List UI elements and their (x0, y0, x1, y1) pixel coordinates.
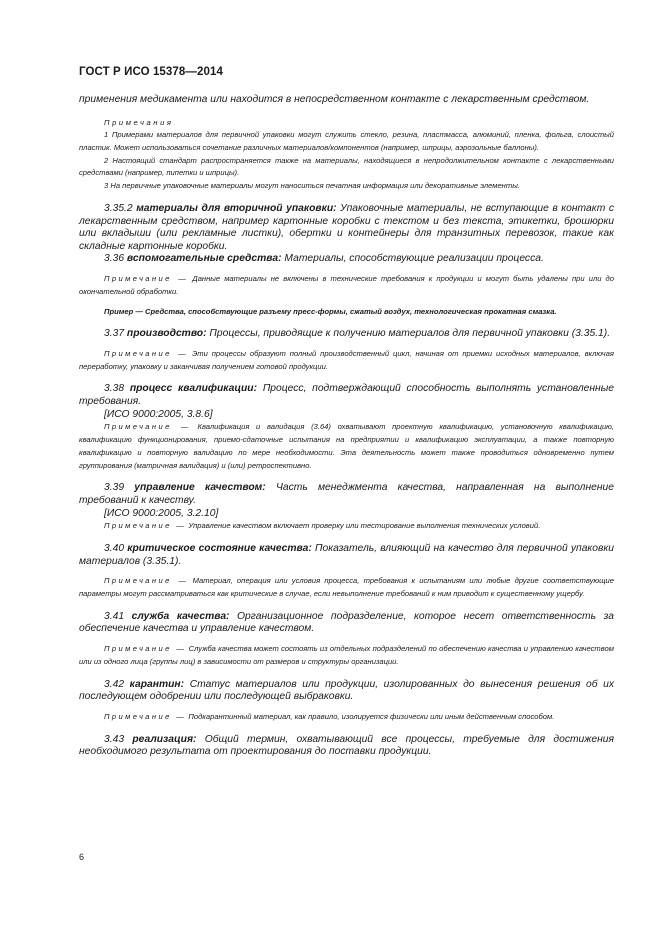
running-header: ГОСТ Р ИСО 15378—2014 (79, 66, 224, 78)
continued-definition: применения медикамента или находится в непосредственном контакте с лекарственным средством. (79, 94, 590, 105)
note-3-39: Примечание — Управление качеством включает проверку или тестирование выполнения технических условий. (104, 521, 541, 531)
term-3-39: 3.39 управление качеством: Часть менеджмента качества, направленная на выполнение требований к качеству. (79, 482, 614, 506)
term-name: критическое состояние качества: (127, 542, 312, 554)
example-3-36: Пример — Средства, способствующие разъему пресс-формы, сжатый воздух, технологическая прокатная смазка. (104, 306, 557, 316)
reference-3-39: [ИСО 9000:2005, 3.2.10] (104, 507, 219, 519)
note-1: 1 Примерами материалов для первичной упаковки могут служить стекло, резина, пластмасса, алюминий, пленка, фольга, слоистый пластик. Может использоваться сочетание различных материалов/компонентов (например, шприцы, аэрозольные баллоны). (79, 130, 614, 152)
note-3-36: Примечание — Данные материалы не включены в технические требования к продукции и могут быть удалены при или до окончательной обработки. (79, 274, 614, 296)
note-2: 2 Настоящий стандарт распространяется также на материалы, находящиеся в непродолжительном контакте с лекарственными средствами (например, пипетки и шприцы). (79, 155, 614, 178)
note-3: 3 На первичные упаковочные материалы могут наноситься печатная информация или декоративные элементы. (104, 181, 520, 191)
note-3-40: Примечание — Материал, операция или условия процесса, требования к испытаниям или любые другие соответствующие параметры могут рассматриваться как критические в случае, если невыполнение требований к ним приводит к существенному ущербу. (79, 576, 614, 598)
term-name: управление качеством: (134, 482, 266, 494)
term-name: процесс квалификации: (129, 383, 258, 395)
reference-3-38: [ИСО 9000:2005, 3.8.6] (104, 408, 213, 420)
term-3-36: 3.36 вспомогательные средства: Материалы, способствующие реализации процесса. (104, 253, 544, 265)
notes-heading: Примечания (104, 117, 174, 127)
term-name: служба качества: (131, 610, 230, 622)
term-3-41: 3.41 служба качества: Организационное подразделение, которое несет ответственность за обеспечение качества и управление качеством. (79, 610, 614, 635)
term-name: вспомогательные средства: (126, 253, 282, 265)
term-name: карантин: (129, 678, 185, 690)
note-3-38: Примечание — Квалификация и валидация (3.64) охватывают проектную квалификацию, установочную квалификацию, квалификацию функционирования, приемо-сдаточные испытания на предприятии и квалификацию эксплуатации, а также повторную квалификацию и повторную валидацию по мере необходимости. Эта деятельность может также проводиться одновременно путем группирования (матричная валидация) и (или) ретроспективно. (79, 422, 614, 470)
term-name: материалы для вторичной упаковки: (136, 203, 337, 215)
term-name: производство: (126, 328, 207, 340)
note-3-42: Примечание — Подкарантинный материал, как правило, изолируется физически или иным действенным способом. (104, 711, 555, 721)
term-3-40: 3.40 критическое состояние качества: Показатель, влияющий на качество для первичной упаковки материалов (3.35.1). (79, 542, 614, 567)
note-3-37: Примечание — Эти процессы образуют полный производственный цикл, начиная от приемки исходных материалов, включая переработку, упаковку и заканчивая получением готовой продукции. (79, 348, 614, 371)
term-name: реализация: (132, 733, 197, 745)
term-3-35-2: 3.35.2 материалы для вторичной упаковки: Упаковочные материалы, не вступающие в контакт с лекарственным средством, например картонные коробки с текстом и без текста, этикетки, брошюрки или вкладыши (или рекламные листки), обертки и контейнеры для транзитных перевозок, такие как складные картонные коробки. (79, 203, 614, 252)
term-3-38: 3.38 процесс квалификации: Процесс, подтверждающий способность выполнять установленные требования. (79, 383, 614, 408)
term-3-42: 3.42 карантин: Статус материалов или продукции, изолированных до вынесения решения об их последующем одобрении или последующей выбраковки. (79, 678, 614, 703)
page-content (79, 94, 614, 759)
page-number: 6 (79, 852, 85, 862)
note-3-41: Примечание — Служба качества может состоять из отдельных подразделений по обеспечению качества и управлению качеством или из одного лица (группы лиц) в зависимости от размеров и структуры организации. (79, 643, 614, 666)
term-3-37: 3.37 производство: Процессы, приводящие к получению материалов для первичной упаковки (3.35.1). (104, 328, 611, 340)
term-3-43: 3.43 реализация: Общий термин, охватывающий все процессы, требуемые для достижения необходимого результата от проектирования до поставки продукции. (79, 733, 614, 758)
